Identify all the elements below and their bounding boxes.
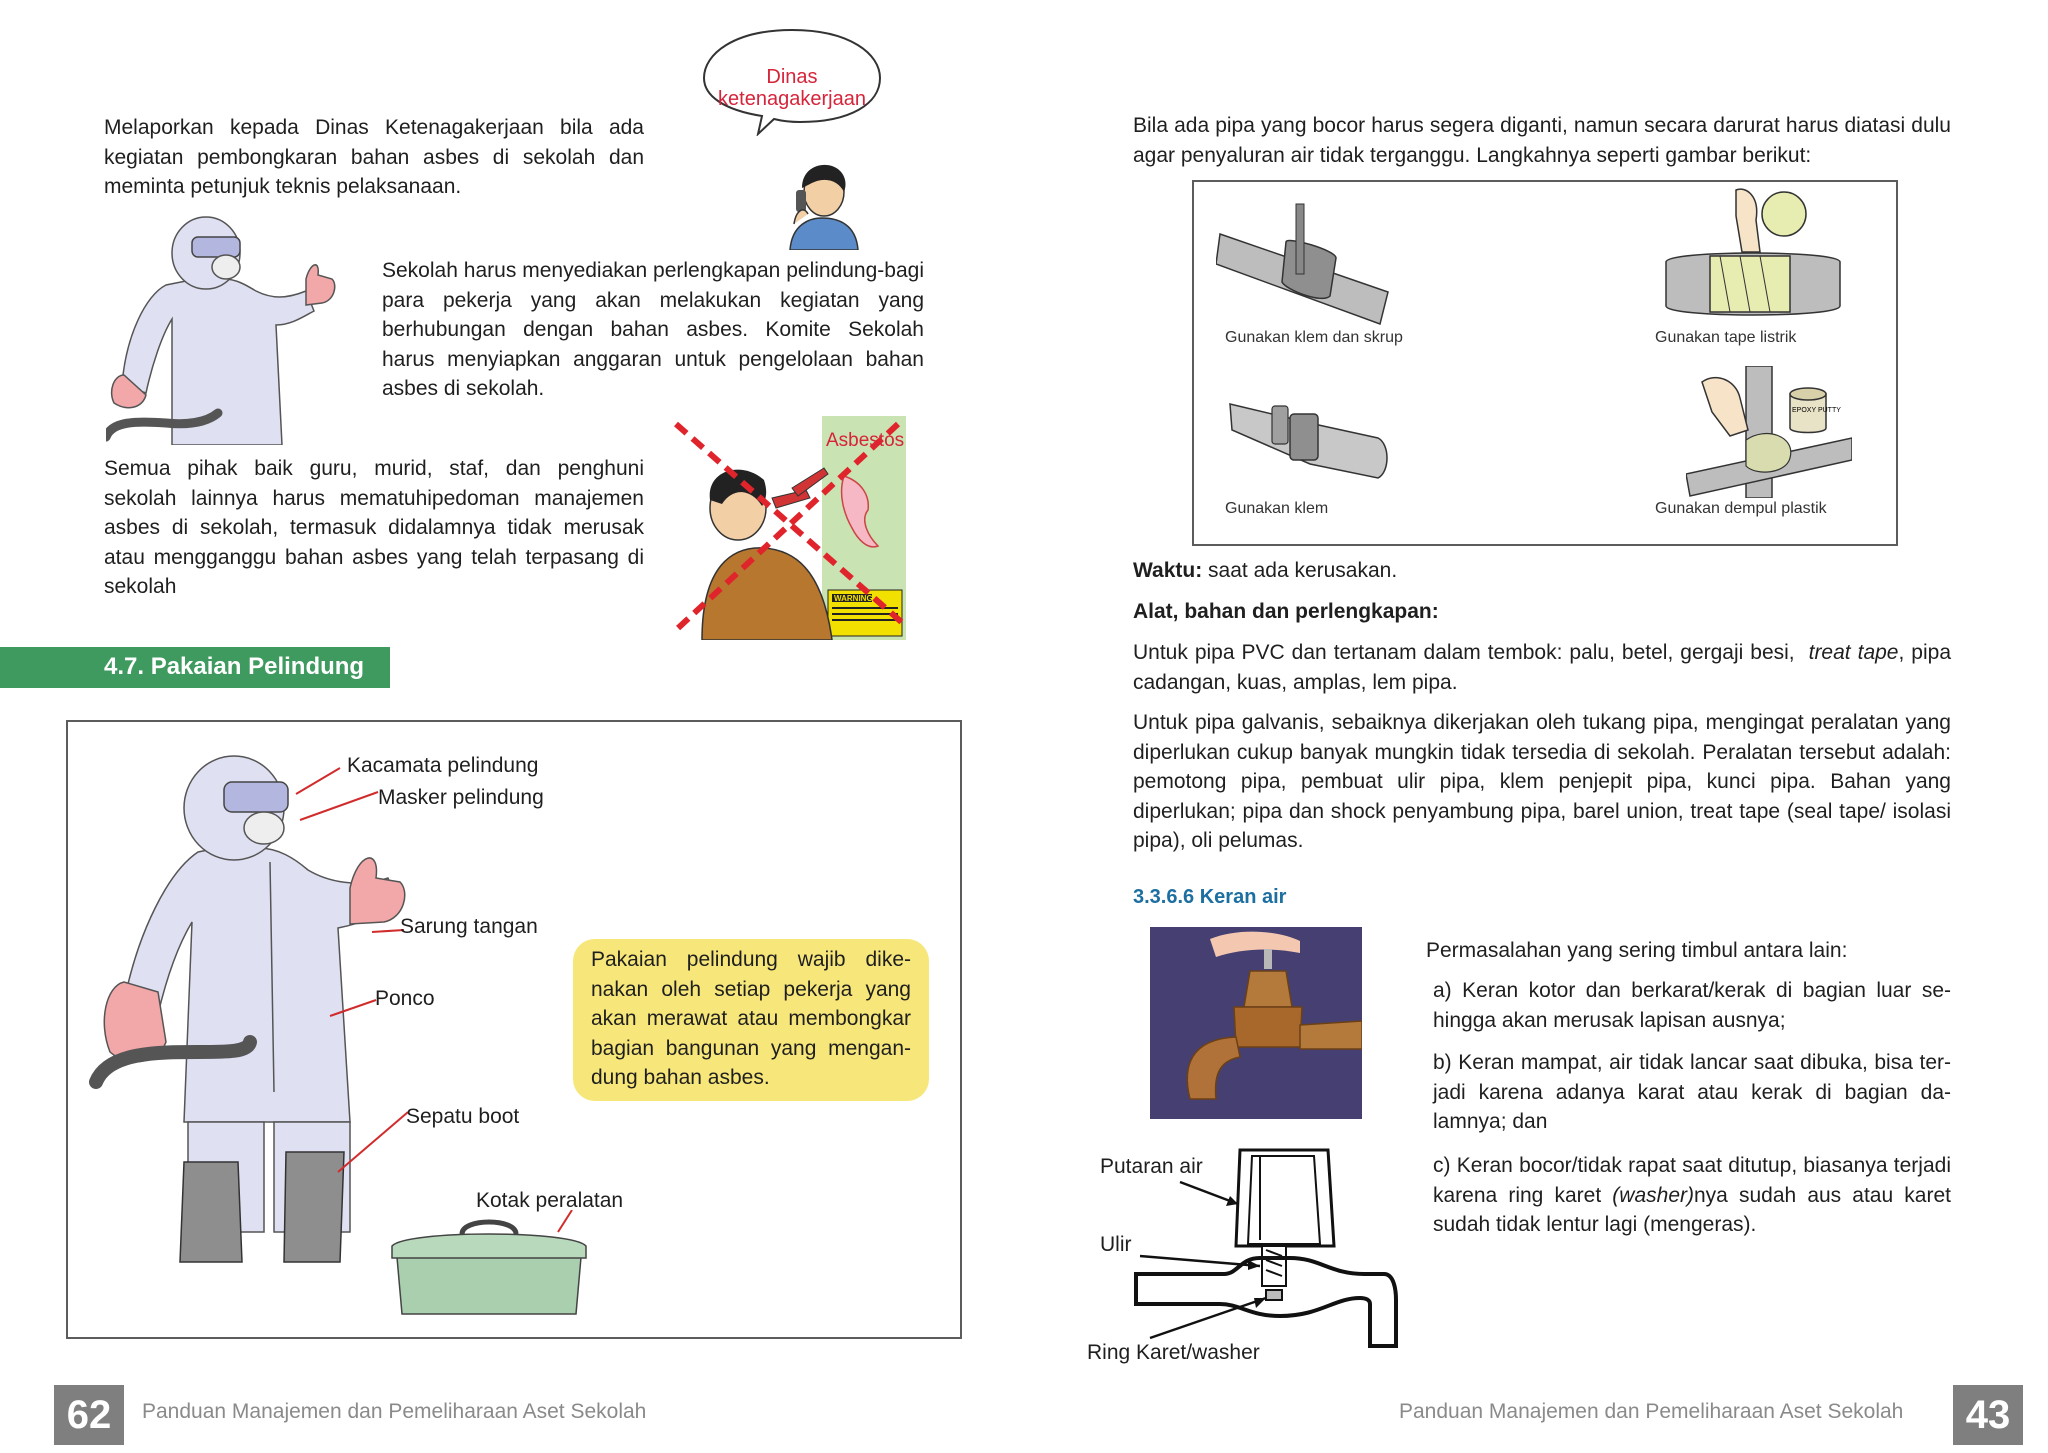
- pipe-putty-illustration: [1686, 366, 1852, 498]
- paragraph-intro: Bila ada pipa yang bocor harus segera diganti, namun secara darurat harus diatasi dulu agar penyaluran air tidak terganggu. Langkahnya seperti gambar berikut:: [1133, 114, 1951, 167]
- footer-title-left: Panduan Manajemen dan Pemeliharaan Aset Sekolah: [142, 1400, 647, 1423]
- page-number-left: 62: [54, 1385, 124, 1445]
- footer-title-right: Panduan Manajemen dan Pemeliharaan Aset Sekolah: [1399, 1400, 1904, 1423]
- paragraph-all-parties: Semua pihak baik guru, murid, staf, dan penghuni sekolah lainnya harus mematuhipedoman manajemen asbes di sekolah, termasuk didalamnya tidak merusak atau mengganggu bahan asbes yang telah terpasang di sekolah: [104, 457, 644, 598]
- label-putaran-air: Putaran air: [1100, 1155, 1203, 1178]
- ppe-note-box: [573, 939, 929, 1101]
- label-ulir: Ulir: [1100, 1233, 1132, 1256]
- toolbox-illustration: [386, 1210, 592, 1326]
- label-boots: Sepatu boot: [406, 1105, 520, 1128]
- problems-intro: Permasalahan yang sering timbul antara lain:: [1426, 939, 1848, 962]
- waktu-value: saat ada kerusakan.: [1202, 559, 1398, 582]
- paragraph-school: Sekolah harus menyediakan perlengkapan pelindung-bagi para pekerja yang akan melakukan kegiatan yang berhubungan dengan bahan asbes. Komite Sekolah harus menyiapkan anggaran untuk pengelolaan bahan asbes di sekolah.: [382, 259, 924, 400]
- ppe-leader-lines: [280, 760, 420, 1180]
- caption-clamp: Gunakan klem: [1225, 500, 1329, 517]
- problem-item-b: b) Keran mampat, air tidak lancar saat dibuka, bisa ter-jadi karena adanya karat atau kerak di bagian da-lamnya; dan: [1433, 1051, 1951, 1133]
- pipe-tape-illustration: [1660, 186, 1850, 328]
- problem-c-text-2: nya sudah aus atau karet sudah tidak lentur lagi (mengeras).: [1433, 1183, 1951, 1236]
- worker-protective-suit-illustration: [106, 215, 346, 445]
- problem-c-text-1: c) Keran bocor/tidak rapat saat ditutup, biasanya terjadi karena ring karet: [1433, 1154, 1951, 1207]
- label-mask: Masker pelindung: [378, 786, 544, 809]
- caption-clamp-screw: Gunakan klem dan skrup: [1225, 329, 1403, 346]
- problem-item-c: [1433, 1151, 1951, 1240]
- alat-heading: Alat, bahan dan perlengkapan:: [1133, 600, 1439, 623]
- pvc-text: Untuk pipa PVC dan tertanam dalam tembok: palu, betel, gergaji besi,: [1133, 641, 1795, 664]
- putty-can-text: EPOXY PUTTY: [1792, 407, 1841, 414]
- label-toolbox: Kotak peralatan: [476, 1189, 624, 1212]
- problem-c-italic: (washer): [1612, 1183, 1694, 1207]
- caption-tape: Gunakan tape listrik: [1655, 329, 1797, 346]
- label-gloves: Sarung tangan: [400, 915, 538, 938]
- label-goggles: Kacamata pelindung: [347, 754, 539, 777]
- pvc-italic: treat tape: [1808, 641, 1899, 664]
- label-poncho: Ponco: [375, 987, 435, 1010]
- waktu-line: [1133, 556, 1951, 586]
- pvc-text-2: , pipa cadangan, kuas, amplas, lem pipa.: [1133, 641, 1952, 694]
- speech-bubble-text: Dinas ketenagakerjaan: [718, 66, 866, 110]
- section-title: 4.7. Pakaian Pelindung: [104, 653, 365, 680]
- ppe-note-text: Pakaian pelindung wajib dike-nakan oleh setiap pekerja yang akan merawat atau membongkar bagian bangunan yang mengan-dung bahan asbes.: [591, 948, 911, 1089]
- subsection-heading: 3.3.6.6 Keran air: [1133, 886, 1287, 908]
- paragraph-report: Melaporkan kepada Dinas Ketenagakerjaan bila ada kegiatan pembongkaran bahan asbes di sekolah dan meminta petunjuk teknis pelaksanaan.: [104, 116, 644, 198]
- paragraph-galvanis: Untuk pipa galvanis, sebaiknya dikerjakan oleh tukang pipa, mengingat peralatan yang diperlukan cukup banyak mungkin tidak tersedia di sekolah. Peralatan tersebut adalah: pemotong pipa, pembuat ulir pipa, klem penjepit pipa, kunci pipa. Bahan yang diperlukan; pipa dan shock penyambung pipa, barel union, treat tape (seal tape/ isolasi pipa), oli pelumas.: [1133, 711, 1951, 852]
- do-not-disturb-asbestos-illustration: [672, 416, 906, 640]
- faucet-photo: [1150, 927, 1362, 1119]
- warning-label: WARNING: [834, 594, 873, 603]
- pipe-clamp-illustration: [1228, 384, 1392, 484]
- page-number-right: 43: [1953, 1385, 2023, 1445]
- caption-putty: Gunakan dempul plastik: [1655, 500, 1827, 517]
- label-ring-karet: Ring Karet/washer: [1087, 1341, 1260, 1364]
- asbestos-sign-text: Asbestos: [826, 430, 905, 451]
- problem-item-a: a) Keran kotor dan berkarat/kerak di bagian luar se-hingga akan merusak lapisan ausnya;: [1433, 979, 1951, 1032]
- waktu-label: Waktu:: [1133, 559, 1203, 582]
- pipe-clamp-screw-illustration: [1216, 200, 1406, 328]
- person-on-phone-illustration: [780, 158, 864, 250]
- paragraph-pvc: [1133, 638, 1951, 697]
